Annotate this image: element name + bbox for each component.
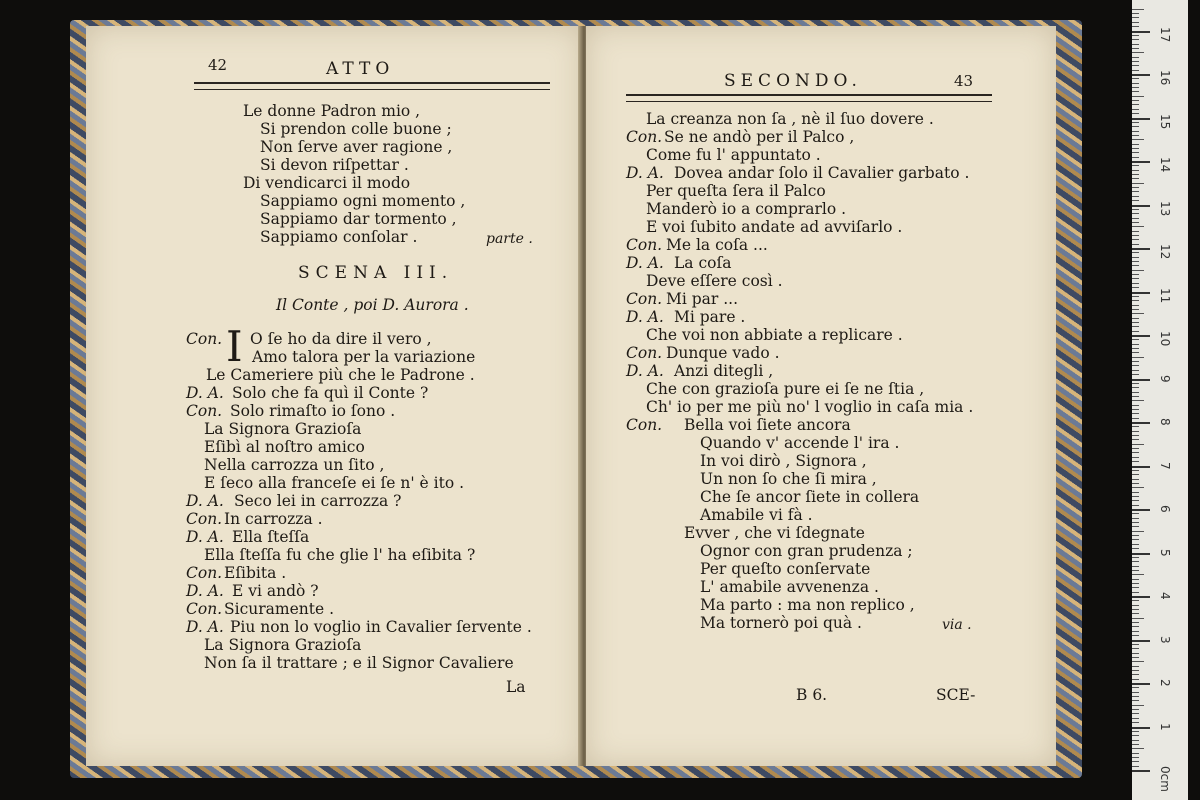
page-number: 43 — [954, 72, 974, 90]
ruler-tick — [1132, 296, 1139, 297]
ruler-tick — [1132, 209, 1139, 210]
speaker-label: Con. — [626, 128, 663, 146]
ruler-tick — [1132, 500, 1139, 501]
verse-line: Sappiamo conſolar . — [260, 228, 418, 246]
ruler-label: 5 — [1158, 548, 1172, 557]
dialogue-line: Per queſta ſera il Palco — [646, 182, 826, 200]
ruler-tick — [1132, 709, 1139, 710]
ruler-tick — [1132, 131, 1139, 132]
ruler-tick — [1132, 761, 1139, 762]
ruler-tick — [1132, 735, 1139, 736]
exit-note: via . — [942, 617, 972, 633]
ruler-tick — [1132, 174, 1139, 175]
dialogue-line: Solo rimaſto io ſono . — [230, 402, 396, 420]
dialogue-line: E ſeco alla franceſe ei ſe n' è ito . — [204, 474, 465, 492]
dialogue-line: In carrozza . — [224, 510, 323, 528]
ruler-tick — [1132, 457, 1139, 458]
dialogue-line: Che con grazioſa pure ei ſe ne ſtia , — [646, 380, 925, 398]
ruler-tick — [1132, 300, 1139, 301]
ruler-tick — [1132, 400, 1144, 401]
ruler-tick — [1132, 52, 1144, 53]
ruler-tick — [1132, 244, 1139, 245]
left-page — [86, 26, 582, 766]
ruler-tick — [1132, 157, 1139, 158]
ruler-tick — [1132, 448, 1139, 449]
ruler-tick — [1132, 548, 1139, 549]
ruler-tick — [1132, 505, 1139, 506]
ruler-label: 0cm — [1158, 766, 1172, 792]
ruler-tick — [1132, 679, 1139, 680]
ruler-label: 9 — [1158, 374, 1172, 383]
ruler-tick — [1132, 535, 1139, 536]
ruler-tick — [1132, 618, 1144, 619]
ruler-tick — [1132, 331, 1139, 332]
verse-line: Non ſerve aver ragione , — [260, 138, 453, 156]
ruler-tick — [1132, 522, 1139, 523]
ruler-tick — [1132, 26, 1139, 27]
ruler-tick — [1132, 139, 1144, 140]
speaker-label: D. A. — [186, 618, 224, 636]
ruler-tick — [1132, 570, 1139, 571]
ruler-tick — [1132, 600, 1139, 601]
ruler-tick — [1132, 191, 1139, 192]
ruler-tick — [1132, 753, 1139, 754]
ruler-tick — [1132, 661, 1144, 662]
speaker-label: D. A. — [626, 164, 664, 182]
ruler-label: 11 — [1158, 287, 1172, 303]
ruler-label: 3 — [1158, 635, 1172, 644]
ruler-tick — [1132, 444, 1144, 445]
ruler-tick — [1132, 452, 1139, 453]
ruler-tick — [1132, 222, 1139, 223]
measurement-ruler — [1132, 0, 1188, 800]
ruler-tick — [1132, 553, 1150, 555]
ruler-tick — [1132, 148, 1139, 149]
ruler-label: 17 — [1158, 26, 1172, 42]
ruler-tick — [1132, 657, 1139, 658]
ruler-tick — [1132, 361, 1139, 362]
scene-title: SCENA III. — [298, 263, 454, 283]
ruler-tick — [1132, 635, 1139, 636]
ruler-tick — [1132, 370, 1139, 371]
ruler-tick — [1132, 474, 1139, 475]
ruler-tick — [1132, 196, 1139, 197]
ruler-tick — [1132, 479, 1139, 480]
ruler-label: 14 — [1158, 157, 1172, 173]
ruler-tick — [1132, 57, 1139, 58]
ruler-tick — [1132, 70, 1139, 71]
dialogue-line: Le Cameriere più che le Padrone . — [206, 366, 475, 384]
dialogue-line: Ella ſteſſa — [232, 528, 310, 546]
ruler-tick — [1132, 305, 1139, 306]
ruler-tick — [1132, 696, 1139, 697]
ruler-tick — [1132, 648, 1139, 649]
ruler-label: 10 — [1158, 331, 1172, 347]
ruler-tick — [1132, 248, 1150, 250]
dialogue-line: La coſa — [674, 254, 732, 272]
ruler-tick — [1132, 435, 1139, 436]
dialogue-line: E voi ſubito andate ad avviſarlo . — [646, 218, 903, 236]
running-head: SECONDO. — [724, 71, 862, 91]
ruler-tick — [1132, 439, 1139, 440]
ruler-tick — [1132, 483, 1139, 484]
ruler-tick — [1132, 692, 1139, 693]
ruler-tick — [1132, 392, 1139, 393]
ruler-label: 12 — [1158, 244, 1172, 260]
dialogue-line: Manderò io a comprarlo . — [646, 200, 847, 218]
ruler-tick — [1132, 265, 1139, 266]
ruler-tick — [1132, 35, 1139, 36]
ruler-tick — [1132, 770, 1150, 772]
ruler-tick — [1132, 161, 1150, 163]
ruler-tick — [1132, 61, 1139, 62]
ruler-tick — [1132, 396, 1139, 397]
dialogue-line: Per queſto conſervate — [700, 560, 871, 578]
ruler-tick — [1132, 418, 1139, 419]
ruler-label: 6 — [1158, 505, 1172, 513]
ruler-tick — [1132, 335, 1150, 337]
ruler-tick — [1132, 700, 1139, 701]
ruler-tick — [1132, 283, 1139, 284]
ruler-tick — [1132, 226, 1144, 227]
ruler-tick — [1132, 183, 1144, 184]
speaker-label: D. A. — [186, 384, 224, 402]
verse-line: Sappiamo ogni momento , — [260, 192, 466, 210]
ruler-tick — [1132, 261, 1139, 262]
ruler-tick — [1132, 200, 1139, 201]
dialogue-line: O ſe ho da dire il vero , — [250, 330, 432, 348]
ruler-tick — [1132, 727, 1150, 729]
drop-cap: I — [226, 322, 243, 371]
speaker-label: Con. — [186, 510, 223, 528]
ruler-tick — [1132, 135, 1139, 136]
ruler-tick — [1132, 44, 1139, 45]
ruler-tick — [1132, 113, 1139, 114]
ruler-tick — [1132, 257, 1139, 258]
dialogue-line: Dovea andar ſolo il Cavalier garbato . — [674, 164, 970, 182]
ruler-tick — [1132, 187, 1139, 188]
dialogue-line: Che voi non abbiate a replicare . — [646, 326, 903, 344]
ruler-tick — [1132, 513, 1139, 514]
ruler-tick — [1132, 213, 1139, 214]
ruler-tick — [1132, 48, 1139, 49]
ruler-tick — [1132, 374, 1139, 375]
ruler-tick — [1132, 653, 1139, 654]
ruler-tick — [1132, 9, 1144, 10]
ruler-tick — [1132, 626, 1139, 627]
ruler-tick — [1132, 83, 1139, 84]
speaker-label: D. A. — [626, 308, 664, 326]
ruler-label: 16 — [1158, 70, 1172, 86]
ruler-tick — [1132, 605, 1139, 606]
ruler-tick — [1132, 387, 1139, 388]
ruler-tick — [1132, 496, 1139, 497]
ruler-tick — [1132, 705, 1144, 706]
ruler-tick — [1132, 596, 1150, 598]
ruler-tick — [1132, 270, 1144, 271]
ruler-tick — [1132, 318, 1139, 319]
catchword: La — [506, 678, 526, 696]
dialogue-line: Un non ſo che ſi mira , — [700, 470, 877, 488]
ruler-tick — [1132, 409, 1139, 410]
ruler-tick — [1132, 622, 1139, 623]
ruler-tick — [1132, 17, 1139, 18]
speaker-label: Con. — [626, 236, 663, 254]
ruler-tick — [1132, 587, 1139, 588]
ruler-label: 13 — [1158, 200, 1172, 216]
ruler-tick — [1132, 344, 1139, 345]
ruler-tick — [1132, 100, 1139, 101]
ruler-tick — [1132, 687, 1139, 688]
dialogue-line: La creanza non ſa , nè il ſuo dovere . — [646, 110, 934, 128]
ruler-tick — [1132, 91, 1139, 92]
dialogue-line: La Signora Grazioſa — [204, 636, 362, 654]
running-head: ATTO — [326, 59, 395, 79]
dialogue-line: L' amabile avvenenza . — [700, 578, 879, 596]
signature-mark: B 6. — [796, 686, 828, 704]
ruler-tick — [1132, 613, 1139, 614]
dialogue-line: Ma tornerò poi quà . — [700, 614, 862, 632]
ruler-tick — [1132, 487, 1144, 488]
ruler-tick — [1132, 757, 1139, 758]
ruler-tick — [1132, 231, 1139, 232]
ruler-tick — [1132, 740, 1139, 741]
ruler-tick — [1132, 178, 1139, 179]
verse-line: Si prendon colle buone ; — [260, 120, 452, 138]
ruler-tick — [1132, 78, 1139, 79]
ruler-tick — [1132, 592, 1139, 593]
ruler-label: 2 — [1158, 679, 1172, 687]
ruler-tick — [1132, 718, 1139, 719]
header-rule — [194, 82, 550, 90]
dialogue-line: Ch' io per me più no' l voglio in caſa mia . — [646, 398, 974, 416]
ruler-tick — [1132, 348, 1139, 349]
dialogue-line: E vi andò ? — [232, 582, 319, 600]
dialogue-line: Deve eſſere così . — [646, 272, 783, 290]
dialogue-line: Seco lei in carrozza ? — [234, 492, 402, 510]
ruler-tick — [1132, 22, 1139, 23]
ruler-label: 15 — [1158, 113, 1172, 129]
exit-note: parte . — [486, 231, 533, 247]
ruler-tick — [1132, 292, 1150, 294]
dialogue-line: Piu non lo voglio in Cavalier ſervente . — [230, 618, 532, 636]
ruler-tick — [1132, 96, 1144, 97]
ruler-tick — [1132, 644, 1139, 645]
catchword: SCE- — [936, 686, 976, 704]
ruler-tick — [1132, 539, 1139, 540]
dialogue-line: Dunque vado . — [666, 344, 780, 362]
ruler-tick — [1132, 631, 1139, 632]
ruler-tick — [1132, 278, 1139, 279]
ruler-tick — [1132, 561, 1139, 562]
dialogue-line: In voi dirò , Signora , — [700, 452, 867, 470]
ruler-tick — [1132, 666, 1139, 667]
dialogue-line: Amo talora per la variazione — [252, 348, 476, 366]
ruler-tick — [1132, 744, 1139, 745]
ruler-tick — [1132, 235, 1139, 236]
dialogue-line: Ma parto : ma non replico , — [700, 596, 915, 614]
verse-line: Sappiamo dar tormento , — [260, 210, 457, 228]
speaker-label: Con. — [626, 290, 663, 308]
ruler-tick — [1132, 526, 1139, 527]
ruler-tick — [1132, 122, 1139, 123]
ruler-tick — [1132, 579, 1139, 580]
ruler-tick — [1132, 65, 1139, 66]
ruler-tick — [1132, 357, 1144, 358]
ruler-tick — [1132, 748, 1144, 749]
ruler-tick — [1132, 731, 1139, 732]
speaker-label: Con. — [186, 564, 223, 582]
ruler-tick — [1132, 13, 1139, 14]
speaker-label: D. A. — [186, 492, 224, 510]
ruler-tick — [1132, 87, 1139, 88]
dialogue-line: Eſibì al noſtro amico — [204, 438, 365, 456]
ruler-tick — [1132, 104, 1139, 105]
ruler-tick — [1132, 766, 1139, 767]
ruler-label: 8 — [1158, 418, 1172, 426]
ruler-tick — [1132, 713, 1139, 714]
right-page — [586, 26, 1056, 766]
ruler-tick — [1132, 74, 1150, 76]
ruler-tick — [1132, 405, 1139, 406]
ruler-tick — [1132, 39, 1139, 40]
ruler-tick — [1132, 413, 1139, 414]
dialogue-line: Ella ſteſſa fu che glie l' ha eſibita ? — [204, 546, 476, 564]
dialogue-line: Eſibita . — [224, 564, 287, 582]
ruler-tick — [1132, 470, 1139, 471]
speaker-label: Con. — [186, 600, 223, 618]
ruler-tick — [1132, 326, 1139, 327]
ruler-tick — [1132, 252, 1139, 253]
dialogue-line: La Signora Grazioſa — [204, 420, 362, 438]
ruler-tick — [1132, 309, 1139, 310]
ruler-tick — [1132, 144, 1139, 145]
speaker-label: Con. — [626, 416, 663, 434]
verse-line: Di vendicarci il modo — [243, 174, 411, 192]
ruler-tick — [1132, 239, 1139, 240]
speaker-label: D. A. — [186, 528, 224, 546]
ruler-tick — [1132, 165, 1139, 166]
dialogue-line: Che ſe ancor ſiete in collera — [700, 488, 920, 506]
ruler-tick — [1132, 670, 1139, 671]
dialogue-line: Evver , che vi ſdegnate — [684, 524, 865, 542]
ruler-label: 4 — [1158, 592, 1172, 600]
dialogue-line: Solo che fa quì il Conte ? — [232, 384, 429, 402]
scene-characters: Il Conte , poi D. Aurora . — [276, 296, 469, 314]
dialogue-line: Sicuramente . — [224, 600, 334, 618]
ruler-tick — [1132, 383, 1139, 384]
dialogue-line: Ognor con gran prudenza ; — [700, 542, 913, 560]
ruler-tick — [1132, 422, 1150, 424]
ruler-tick — [1132, 531, 1144, 532]
speaker-label: D. A. — [186, 582, 224, 600]
dialogue-line: Se ne andò per il Palco , — [664, 128, 855, 146]
speaker-label: Con. — [626, 344, 663, 362]
ruler-tick — [1132, 518, 1139, 519]
ruler-tick — [1132, 640, 1150, 642]
dialogue-line: Nella carrozza un ſito , — [204, 456, 385, 474]
ruler-label: 1 — [1158, 722, 1172, 731]
ruler-tick — [1132, 274, 1139, 275]
ruler-tick — [1132, 287, 1139, 288]
ruler-tick — [1132, 609, 1139, 610]
dialogue-line: Mi par ... — [666, 290, 739, 308]
ruler-tick — [1132, 109, 1139, 110]
ruler-tick — [1132, 461, 1139, 462]
ruler-tick — [1132, 566, 1139, 567]
ruler-tick — [1132, 322, 1139, 323]
verse-line: Le donne Padron mio , — [243, 102, 421, 120]
ruler-tick — [1132, 352, 1139, 353]
ruler-tick — [1132, 170, 1139, 171]
ruler-tick — [1132, 152, 1139, 153]
ruler-tick — [1132, 205, 1150, 207]
ruler-tick — [1132, 218, 1139, 219]
ruler-tick — [1132, 339, 1139, 340]
dialogue-line: Non ſa il trattare ; e il Signor Cavaliere — [204, 654, 514, 672]
dialogue-line: Anzi ditegli , — [674, 362, 774, 380]
ruler-tick — [1132, 126, 1139, 127]
ruler-tick — [1132, 31, 1150, 33]
ruler-tick — [1132, 379, 1150, 381]
speaker-label: Con. — [186, 402, 223, 420]
ruler-tick — [1132, 674, 1139, 675]
ruler-tick — [1132, 118, 1150, 120]
dialogue-line: Bella voi ſiete ancora — [684, 416, 851, 434]
ruler-tick — [1132, 313, 1144, 314]
dialogue-line: Mi pare . — [674, 308, 746, 326]
speaker-label: D. A. — [626, 254, 664, 272]
ruler-tick — [1132, 492, 1139, 493]
ruler-tick — [1132, 557, 1139, 558]
ruler-tick — [1132, 544, 1139, 545]
ruler-tick — [1132, 431, 1139, 432]
page-number: 42 — [208, 56, 228, 74]
ruler-label: 7 — [1158, 461, 1172, 470]
ruler-tick — [1132, 365, 1139, 366]
speaker-label: D. A. — [626, 362, 664, 380]
dialogue-line: Me la coſa ... — [666, 236, 768, 254]
dialogue-line: Amabile vi fà . — [700, 506, 813, 524]
speaker-label: Con. — [186, 330, 223, 348]
ruler-tick — [1132, 466, 1150, 468]
ruler-tick — [1132, 426, 1139, 427]
ruler-tick — [1132, 683, 1150, 685]
ruler-tick — [1132, 574, 1144, 575]
verse-line: Si devon riſpettar . — [260, 156, 409, 174]
ruler-tick — [1132, 509, 1150, 511]
ruler-tick — [1132, 722, 1139, 723]
ruler-tick — [1132, 583, 1139, 584]
dialogue-line: Quando v' accende l' ira . — [700, 434, 900, 452]
dialogue-line: Come fu l' appuntato . — [646, 146, 821, 164]
header-rule — [626, 94, 992, 102]
